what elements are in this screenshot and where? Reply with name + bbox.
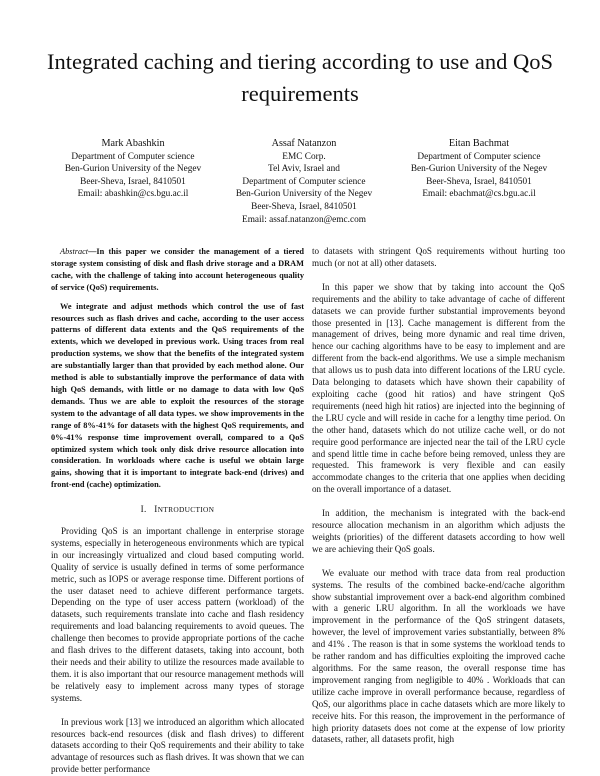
author-affiliation: Ben-Gurion University of the Negev xyxy=(64,164,202,175)
section-heading xyxy=(51,504,304,516)
body-paragraph: Providing QoS is an important challenge in enterprise storage systems, especially in heterogeneous environments which are typical in our increasingly virtualized and cloud based computing world. Quality of service is usually defined in terms of some performance metric, such as IOPS or average response time. Different portions of the user dataset need to achieve different performance targets. Depending on the type of user access pattern (workload) of the datasets, such requirements translate into cache and flash residency requirements and load balancing requirements to avoid queues. The challenge then becomes to provide appropriate portions of the cache and flash drives to the different datasets, taking into account, both their needs and their ability to utilize the resources made available to them. it is also important that our resource management methods will be relatively easy to implement across many types of storage systems. xyxy=(51,526,304,703)
author-affiliation: Department of Computer science xyxy=(71,151,195,162)
paper-title: Integrated caching and tiering according to use and QoS requirements xyxy=(46,49,554,106)
author-email: Email: abashkin@cs.bgu.ac.il xyxy=(77,189,189,200)
author-affiliation: Ben-Gurion University of the Negev xyxy=(235,189,373,200)
body-paragraph: In previous work [13] we introduced an algorithm which allocated resources back-end resources (disk and flash drives) to different datasets according to their QoS requirements and their ability to take advantage of resources such as flash drives. It was shown that we can provide better performance xyxy=(51,716,304,775)
author-address: Beer-Sheva, Israel, 8410501 xyxy=(80,176,186,187)
author-2 xyxy=(214,138,394,226)
author-email: Email: ebachmat@cs.bgu.ac.il xyxy=(422,189,536,200)
body-paragraph: In addition, the mechanism is integrated with the back-end resource allocation mechanism in an algorithm which adjusts the weights (priorities) of the different datasets according to how well we are achieving their QoS goals. xyxy=(312,508,565,554)
author-email: Email: assaf.natanzon@emc.com xyxy=(242,214,366,225)
abstract-label: Abstract xyxy=(60,247,89,256)
left-column xyxy=(51,246,304,776)
body-paragraph: to datasets with stringent QoS requirements without hurting too much (or not at all) other datasets. xyxy=(312,246,565,268)
section-number: I. xyxy=(140,504,147,515)
section-title-initial: I xyxy=(154,504,158,515)
body-paragraph: In this paper we show that by taking into account the QoS requirements and the ability to take advantage of cache of different datasets we can provide further substantial improvements beyond those presented in [13]. Cache management is different from the management of drives, being more dynamic and real time driven, hence our caching algorithms have to be easy to implement and are different from the back-end algorithms. We use a simple mechanism that allows us to push data into different locations of the LRU cycle. Data belonging to datasets which have shown their capability of exploiting cache (good hit ratios) and have stringent QoS requirements (need high hit ratios) are injected into the beginning of the LRU cycle and will reside in cache for a lengthy time period. On the other hand, datasets which do not utilize cache well, or do not require good performance are injected near the tail of the LRU cycle and spend little time in cache before being removed, unless they are requested. This framework is very flexible and can easily accommodate changes to the criteria that one applies when deciding on the overall importance of a dataset. xyxy=(312,281,565,495)
author-affiliation: Department of Computer science xyxy=(242,176,366,187)
author-affiliation: Ben-Gurion University of the Negev xyxy=(410,164,548,175)
author-address: Tel Aviv, Israel and xyxy=(268,164,340,175)
author-affiliation: Department of Computer science xyxy=(417,151,541,162)
author-name: Eitan Bachmat xyxy=(448,138,510,149)
section-title-rest: NTRODUCTION xyxy=(157,505,215,515)
author-address: Beer-Sheva, Israel, 8410501 xyxy=(251,201,357,212)
author-address: Beer-Sheva, Israel, 8410501 xyxy=(426,176,532,187)
right-column xyxy=(312,246,565,746)
abstract-paragraph: We integrate and adjust methods which control the use of fast resources such as flash drives and cache, according to the user access patterns of different data extents and the QoS requirements of the extents, which we developed in previous work. Using traces from real production systems, we show that the benefits of the integrated system are substantially larger than that provided by each method alone. Our method is able to substantially improve the performance of data with high QoS demands, with little or no damage to data with low QoS demands. Thus we are able to exploit the resources of the storage system to the advantage of all data types. we show improvements in the range of 8%-41% for datasets with the highest QoS requirements, and 0%-41% response time improvement overall, compared to a QoS optimized system which took only disk drive resource allocation into consideration. In workloads where cache is useful we obtain large gains, showing that it is important to integrate back-end (drives) and front-end (cache) optimization. xyxy=(51,301,304,490)
body-paragraph: We evaluate our method with trace data from real production systems. The results of the combined backe-end/cache algorithm show substantial improvement over a back-end algorithm combined with a generic LRU algorithm. In all the workloads we have improvement in the performance of the QoS stringent datasets, however, the level of improvement varies substantially, between 8% and 41% . The reason is that in some systems the workload tends to be rather random and has difficulties exploiting the improved cache algorithms. For the same reason, the overall response time has improvement ranging from negligible to 40% . Workloads that can utilize cache improve in overall performance because, regardless of QoS, our algorithms place in cache datasets which are more likely to receive hits. For this reason, the improvement in the performance of high priority datasets does not come at the expense of low priority datasets, rather, all datasets profit, high xyxy=(312,567,565,745)
body-text xyxy=(51,526,304,776)
author-3 xyxy=(384,138,574,201)
author-name: Mark Abashkin xyxy=(101,138,165,149)
author-1 xyxy=(38,138,228,201)
abstract-paragraph: Abstract—In this paper we consider the management of a tiered storage system consisting of disk and flash drive storage and a DRAM cache, with the challenge of taking into account heterogeneous quality of service (QoS) requirements. xyxy=(51,247,304,292)
author-affiliation: EMC Corp. xyxy=(282,151,326,162)
abstract-text: In this paper we consider the management of a tiered storage system consisting of disk and flash drive storage and a DRAM cache, with the challenge of taking into account heterogeneous quality of service (QoS) requirements. xyxy=(51,247,304,292)
author-name: Assaf Natanzon xyxy=(271,138,337,149)
